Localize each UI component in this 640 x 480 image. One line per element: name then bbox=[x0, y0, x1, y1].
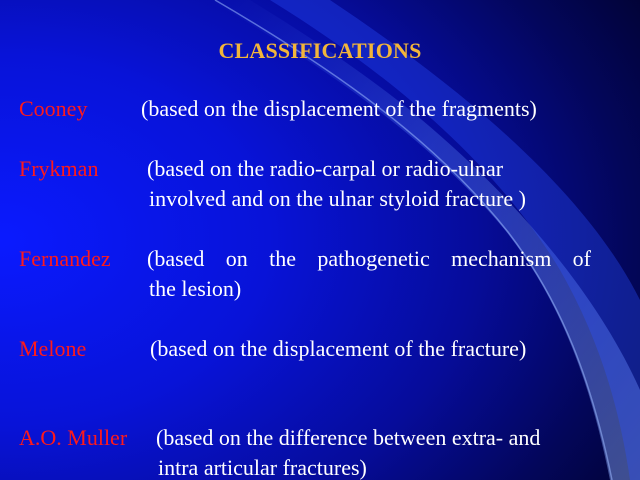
description-line: (based on the displacement of the fracture) bbox=[150, 336, 527, 361]
classification-description-melone bbox=[150, 334, 526, 364]
description-line: (based on the radio-carpal or radio-ulnar bbox=[147, 156, 504, 181]
classification-name-melone: Melone bbox=[19, 336, 87, 361]
description-line: involved and on the ulnar styloid fracture ) bbox=[149, 186, 526, 211]
classification-name-ao-muller: A.O. Muller bbox=[19, 425, 128, 450]
description-line: (based on the displacement of the fragments) bbox=[141, 96, 537, 121]
description-line: the lesion) bbox=[149, 276, 242, 301]
classification-name-cooney: Cooney bbox=[19, 96, 88, 121]
classification-name-fernandez: Fernandez bbox=[19, 246, 111, 271]
description-line: (based on the difference between extra- and bbox=[156, 425, 541, 450]
classification-description-fernandez bbox=[147, 244, 591, 304]
classification-description-cooney bbox=[141, 94, 537, 124]
description-line: intra articular fractures) bbox=[158, 455, 367, 480]
classification-description-ao-muller bbox=[156, 423, 540, 480]
classification-description-frykman bbox=[147, 154, 526, 214]
classification-name-frykman: Frykman bbox=[19, 156, 99, 181]
description-line: (based on the pathogenetic mechanism of bbox=[147, 246, 591, 271]
slide-title: CLASSIFICATIONS bbox=[218, 38, 422, 63]
